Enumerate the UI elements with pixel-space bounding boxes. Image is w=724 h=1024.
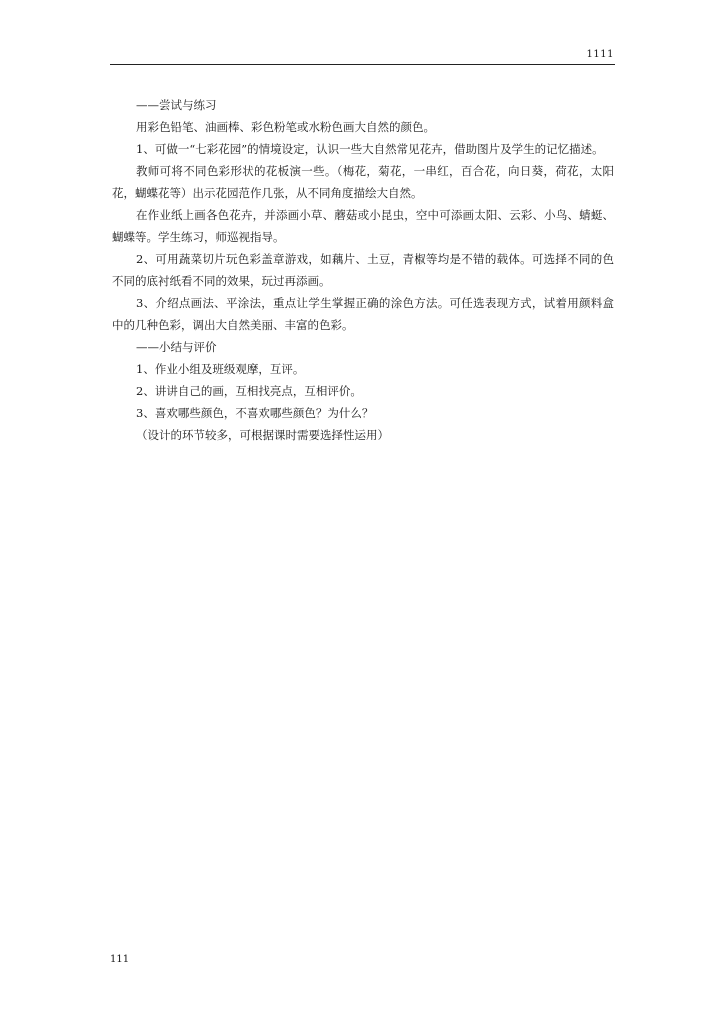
list-item: 3、喜欢哪些颜色，不喜欢哪些颜色？为什么？: [136, 406, 374, 420]
paragraph: 用彩色铅笔、油画棒、彩色粉笔或水粉色画大自然的颜色。: [136, 120, 435, 134]
footer-page-label: 111: [110, 954, 130, 965]
header-page-label: 1111: [586, 49, 614, 60]
note: （设计的环节较多，可根据课时需要选择性运用）: [136, 428, 389, 442]
section-heading-practice: ——尝试与练习: [136, 98, 217, 112]
paragraph: 3、介绍点画法、平涂法，重点让学生掌握正确的涂色方法。可任选表现方式，试着用颜料盒中的几种色彩，调出大自然美丽、丰富的色彩。: [112, 296, 614, 332]
paragraph: 1、可做一“七彩花园”的情境设定，认识一些大自然常见花卉，借助图片及学生的记忆描述。: [136, 142, 604, 156]
list-item: 1、作业小组及班级观摩，互评。: [136, 362, 305, 376]
section-heading-summary: ——小结与评价: [136, 340, 217, 354]
document-body: [112, 94, 614, 446]
header-rule: [110, 64, 615, 65]
paragraph: 在作业纸上画各色花卉，并添画小草、蘑菇或小昆虫，空中可添画太阳、云彩、小鸟、蜻蜓、蝴蝶等。学生练习，师巡视指导。: [112, 208, 614, 244]
paragraph: 教师可将不同色彩形状的花板演一些。（梅花，菊花，一串红，百合花，向日葵，荷花，太阳花，蝴蝶花等）出示花园范作几张，从不同角度描绘大自然。: [112, 164, 614, 200]
paragraph: 2、可用蔬菜切片玩色彩盖章游戏，如藕片、土豆，青椒等均是不错的载体。可选择不同的色不同的底衬纸看不同的效果，玩过再添画。: [112, 252, 614, 288]
list-item: 2、讲讲自己的画，互相找亮点，互相评价。: [136, 384, 362, 398]
